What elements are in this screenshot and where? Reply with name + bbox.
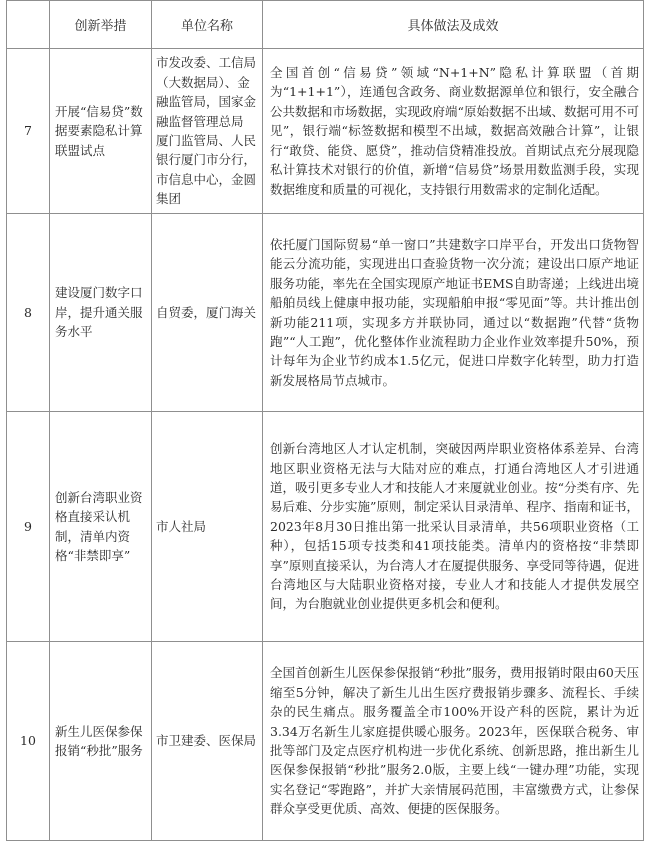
unit-line: 银行厦门市分行， bbox=[156, 152, 257, 168]
unit-line: 市人社局 bbox=[156, 518, 207, 534]
unit-line: 自贸委，厦门海关 bbox=[156, 304, 257, 320]
detail-cell: 依托厦门国际贸易“单一窗口”共建数字口岸平台，开发出口货物智能云分流功能，实现进出口查验货物一次分流；建设出口原产地证服务功能，率先在全国实现原产地证书EMS自助寄递；上线进出境船舶员线上健康申报功能，实现船舶申报“零见面”等。共计推出创新功能211项，实现多方并联协同，通过以“数据跑”代替“货物跑”“人工跑”，优化整体作业流程助力企业作业效率提升50%，预计每年为企业节约成本1.5亿元，促进口岸数字化转型，助力打造新发展格局节点城市。 bbox=[263, 214, 644, 412]
measure-cell: 开展“信易贷”数据要素隐私计算联盟试点 bbox=[50, 49, 152, 214]
row-number: 9 bbox=[7, 412, 50, 642]
header-num bbox=[7, 1, 50, 49]
row-number: 8 bbox=[7, 214, 50, 412]
detail-cell: 全国首创“信易贷”领域“N+1+N”隐私计算联盟（首期为“1+1+1”），连通包含政务、商业数据源单位和银行，安全融合公共数据和市场数据，实现政府端“原始数据不出域、数据可用不可见”，银行端“标签数据和模型不出域，数据高效融合计算”，让银行“敢贷、能贷、愿贷”，推动信贷精准投放。首期试点充分展现隐私计算技术对银行的价值，新增“信易贷”场景用数监测手段，实现数据维度和质量的可视化，支持银行用数需求的定制化适配。 bbox=[263, 49, 644, 214]
unit-line: 市卫建委、医保局 bbox=[156, 733, 257, 749]
unit-cell bbox=[152, 49, 263, 214]
unit-line: 市信息中心，金圆 bbox=[156, 171, 257, 187]
detail-cell: 全国首创新生儿医保参保报销“秒批”服务，费用报销时限由60天压缩至5分钟，解决了新生儿出生医疗费报销步骤多、流程长、手续杂的民生痛点。服务覆盖全市100%开设产科的医院，累计为近3.34万名新生儿家庭提供暖心服务。2023年，医保联合税务、审批等部门及定点医疗机构进一步优化系统、创新思路，推出新生儿医保参保报销“秒批”服务2.0版，主要上线“一键办理”功能，实现实名登记“零跑路”，并扩大亲情展码范围，丰富缴费方式，让参保群众享受更优质、高效、便捷的医保服务。 bbox=[263, 642, 644, 841]
unit-line: 融监管局，国家金 bbox=[156, 94, 257, 110]
measure-cell: 创新台湾职业资格直接采认机制，清单内资格“非禁即享” bbox=[50, 412, 152, 642]
unit-cell bbox=[152, 642, 263, 841]
unit-line: 厦门监管局、人民 bbox=[156, 133, 257, 148]
unit-line: 市发改委、工信局 bbox=[156, 55, 257, 71]
header-measure: 创新举措 bbox=[50, 1, 152, 49]
detail-cell: 创新台湾地区人才认定机制，突破因两岸职业资格体系差异、台湾地区职业资格无法与大陆对应的难点，打通台湾地区人才引进通道，吸引更多专业人才和技能人才来厦就业创业。按“分类有序、先易后难、分步实施”原则，制定采认目录清单、程序、指南和证书，2023年8月30日推出第一批采认目录清单，共56项职业资格（工种），包括15项专技类和41项技能类。清单内的资格按“非禁即享”原则直接采认，为台湾人才在厦提供服务、享受同等待遇，促进台湾地区与大陆职业资格对接，专业人才和技能人才提供发展空间，为台胞就业创业提供更多机会和便利。 bbox=[263, 412, 644, 642]
header-unit: 单位名称 bbox=[152, 1, 263, 49]
table-row bbox=[7, 49, 644, 214]
measures-table bbox=[6, 0, 644, 841]
unit-line: 集团 bbox=[156, 191, 182, 207]
unit-cell bbox=[152, 214, 263, 412]
row-number: 10 bbox=[7, 642, 50, 841]
row-number: 7 bbox=[7, 49, 50, 214]
table-row bbox=[7, 214, 644, 412]
unit-cell bbox=[152, 412, 263, 642]
table-row bbox=[7, 412, 644, 642]
header-row bbox=[7, 1, 644, 49]
unit-line: 融监督管理总局 bbox=[156, 113, 244, 129]
header-detail: 具体做法及成效 bbox=[263, 1, 644, 49]
measure-cell: 建设厦门数字口岸，提升通关服务水平 bbox=[50, 214, 152, 412]
table-row bbox=[7, 642, 644, 841]
unit-line: （大数据局）、金 bbox=[156, 74, 250, 90]
measure-cell: 新生儿医保参保报销“秒批”服务 bbox=[50, 642, 152, 841]
